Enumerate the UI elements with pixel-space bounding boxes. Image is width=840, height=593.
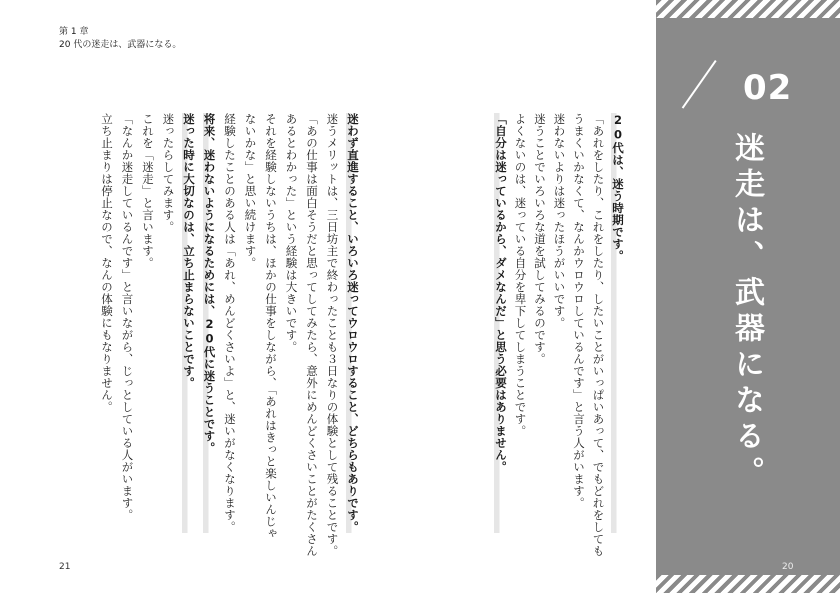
text-column: 「自分は迷っているから、ダメなんだ」と思う必要はありません。 [494,113,508,533]
text-column: 将来、迷わないようになるためには、20代に迷うことです。 [203,113,217,533]
text-column: うまくいかなくて、なんかウロウロしているんです」と言う人がいます。 [572,113,586,509]
text-column: 20代は、迷う時期です。 [611,113,625,533]
stripe-top [656,0,840,18]
text-column: 「あれをしたり、これをしたり、したいことがいっぱいあって、でもどれをしても [591,113,606,557]
text-column: あるとわかった」という経験は大きいです。 [284,113,299,353]
text-column: 迷ったらしてみます。 [161,113,176,233]
text-column: 迷うメリットは、三日坊主で終わったことも３日なりの体験として残ることです。 [325,113,340,557]
page-number-left: 21 [59,562,71,572]
text-column: ないかな」と思い続けます。 [243,113,258,269]
text-column: よくないのは、迷っている自分を卑下してしまうことです。 [513,113,528,437]
text-column: 迷った時に大切なのは、立ち止まらないことです。 [182,113,196,533]
text-column: これを「迷走」と言います。 [141,113,155,269]
text-column: 迷わないよりは迷ったほうがいいです。 [552,113,567,329]
text-column: 「あの仕事は面白そうだと思ってしてみたら、意外にめんどくさいことがたくさん [305,113,319,557]
chapter-label: 第 1 章 [59,27,89,37]
text-column: 立ち止まりは停止なので、なんの体験にもなりません。 [100,113,114,413]
chapter-number: 02 [743,68,793,108]
page-number-right: 20 [782,562,794,572]
right-page-body [485,113,625,557]
text-column: それを経験しないうちは、ほかの仕事をしながら、「あれはきっと楽しいんじゃ [264,113,278,540]
stripe-bottom [656,575,840,593]
left-page-body [100,113,360,557]
text-column: 迷わず直進すること、いろいろ迷ってウロウロすること、どちらもありです。 [346,113,360,533]
chapter-header [59,26,181,52]
text-column: 迷うことでいろいろな道を試してみるのです。 [533,113,547,365]
chapter-subtitle: 20 代の迷走は、武器になる。 [59,40,182,50]
text-column: 「なんか迷走しているんです」と言いながら、じっとしている人がいます。 [120,113,135,521]
text-column: 経験したことのある人は「あれ、めんどくさいよ」と、迷いがなくなります。 [223,113,237,533]
chapter-title: 迷走は、武器になる。 [729,132,764,492]
